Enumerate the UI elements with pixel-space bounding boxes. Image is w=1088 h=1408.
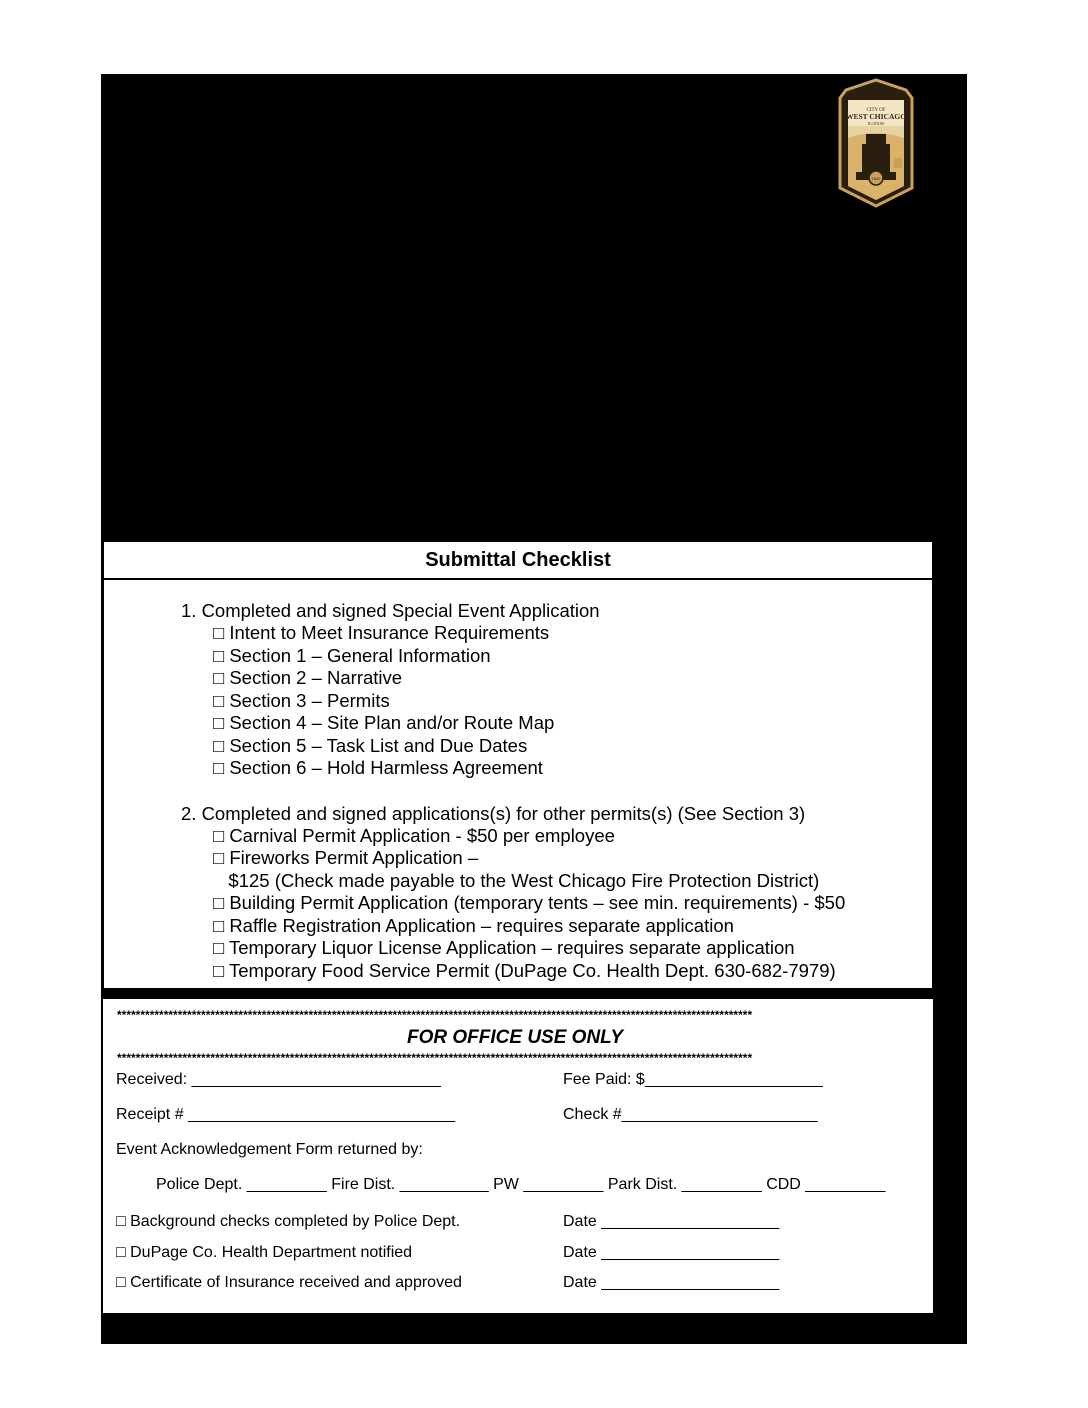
submittal-checklist <box>103 541 933 989</box>
fee-paid-field[interactable]: Fee Paid: $____________________ <box>563 1071 823 1088</box>
checklist-subitem: □ Building Permit Application (temporary tents – see min. requirements) - $50 <box>213 892 846 913</box>
checklist-subitem: □ Intent to Meet Insurance Requirements <box>213 622 550 643</box>
city-logo <box>836 78 916 208</box>
checklist-subitem: □ Section 6 – Hold Harmless Agreement <box>213 757 543 778</box>
checklist-subitem: □ Fireworks Permit Application – <box>213 847 479 868</box>
dept-fields[interactable]: Police Dept. _________ Fire Dist. __________ PW _________ Park Dist. _________ CDD _________ <box>156 1176 886 1193</box>
logo-name: WEST CHICAGO <box>845 112 907 121</box>
logo-badge: 1849 <box>871 176 881 181</box>
checklist-subitem: $125 (Check made payable to the West Chicago Fire Protection District) <box>213 870 820 891</box>
checklist-subitem: □ Section 1 – General Information <box>213 645 491 666</box>
city-seal-icon <box>836 78 916 208</box>
date-field[interactable]: Date ____________________ <box>563 1244 780 1261</box>
checklist-subitem: □ Raffle Registration Application – requires separate application <box>213 915 734 936</box>
office-use-section <box>103 999 933 1313</box>
checklist-subitem: □ Temporary Food Service Permit (DuPage Co. Health Dept. 630-682-7979) <box>213 960 836 981</box>
date-field[interactable]: Date ____________________ <box>563 1213 780 1230</box>
date-field[interactable]: Date ____________________ <box>563 1274 780 1291</box>
health-dept-checkbox[interactable]: □ DuPage Co. Health Department notified <box>116 1244 413 1261</box>
checklist-subitem: □ Temporary Liquor License Application – requires separate application <box>213 937 795 958</box>
checklist-subitem: □ Section 5 – Task List and Due Dates <box>213 735 528 756</box>
ack-label: Event Acknowledgement Form returned by: <box>116 1141 423 1158</box>
stars-divider: **************************************************************************************************************************************** <box>117 1008 753 1022</box>
office-title: FOR OFFICE USE ONLY <box>407 1027 624 1048</box>
insurance-checkbox[interactable]: □ Certificate of Insurance received and approved <box>116 1274 462 1291</box>
check-field[interactable]: Check #______________________ <box>563 1106 818 1123</box>
stars-divider: **************************************************************************************************************************************** <box>117 1051 753 1065</box>
checklist-subitem: □ Section 4 – Site Plan and/or Route Map <box>213 712 555 733</box>
background-check-checkbox[interactable]: □ Background checks completed by Police Dept. <box>116 1213 461 1230</box>
logo-top-text: CITY OF <box>866 108 886 113</box>
checklist-title: Submittal Checklist <box>104 542 932 580</box>
checklist-subitem: □ Carnival Permit Application - $50 per employee <box>213 825 615 846</box>
checklist-subitem: □ Section 2 – Narrative <box>213 667 403 688</box>
received-field[interactable]: Received: ____________________________ <box>116 1071 441 1088</box>
checklist-item-2: 2. Completed and signed applications(s) for other permits(s) (See Section 3) <box>181 803 806 824</box>
checklist-subitem: □ Section 3 – Permits <box>213 690 390 711</box>
logo-state: ILLINOIS <box>867 121 885 126</box>
checklist-item-1: 1. Completed and signed Special Event Application <box>181 600 600 621</box>
receipt-field[interactable]: Receipt # ______________________________ <box>116 1106 455 1123</box>
